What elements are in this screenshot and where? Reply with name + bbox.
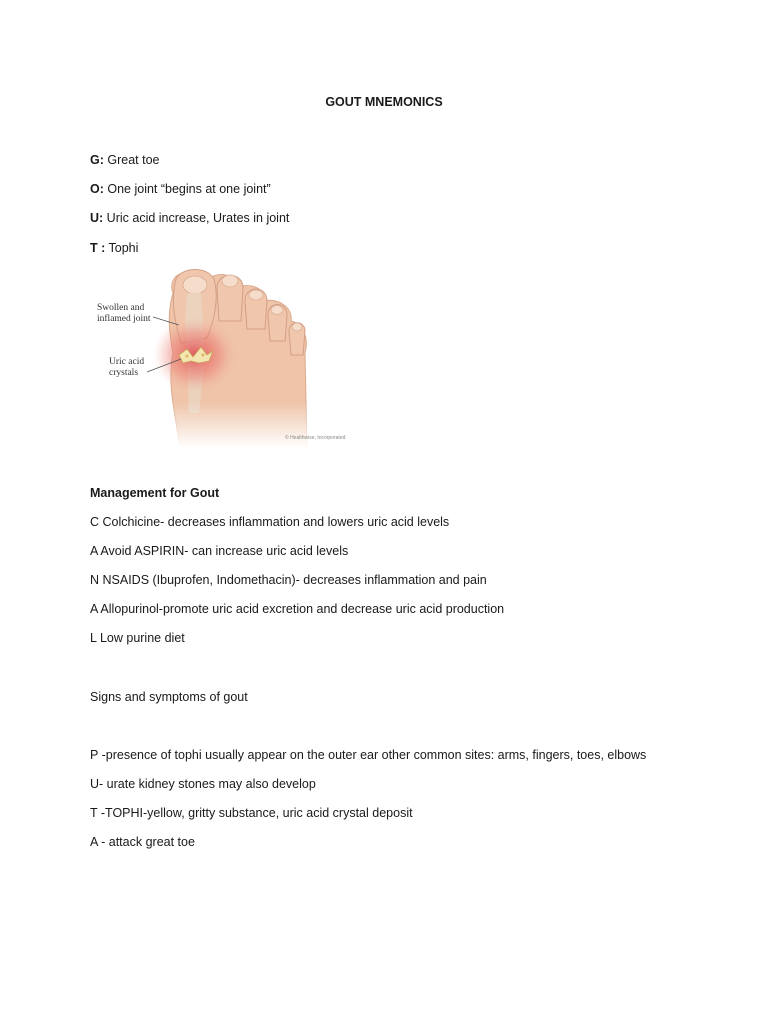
signs-item: U- urate kidney stones may also develop <box>90 777 316 791</box>
mnemonic-line-t <box>90 241 138 255</box>
mnemonic-text: Uric acid increase, Urates in joint <box>103 211 290 225</box>
mnemonic-line-u <box>90 211 289 225</box>
mnemonic-letter: G: <box>90 153 104 167</box>
mnemonic-letter: U: <box>90 211 104 225</box>
image-credit: © Healthwise, Incorporated <box>285 435 346 441</box>
page-title: GOUT MNEMONICS <box>325 95 443 109</box>
mnemonic-line-o <box>90 182 271 196</box>
signs-item: A - attack great toe <box>90 835 195 849</box>
management-item: A Allopurinol-promote uric acid excretion and decrease uric acid production <box>90 602 505 616</box>
mnemonic-letter: T : <box>90 241 106 255</box>
mnemonic-text: Tophi <box>105 241 139 255</box>
management-item: L Low purine diet <box>90 631 185 645</box>
mnemonic-letter: O: <box>90 182 104 196</box>
label-swollen-joint: Swollen and inflamed joint <box>97 303 151 324</box>
signs-item: P -presence of tophi usually appear on the outer ear other common sites: arms, fingers, toes, elbows <box>90 748 647 762</box>
signs-heading: Signs and symptoms of gout <box>90 690 248 704</box>
mnemonic-text: Great toe <box>103 153 160 167</box>
management-item: A Avoid ASPIRIN- can increase uric acid levels <box>90 544 349 558</box>
management-item: C Colchicine- decreases inflammation and lowers uric acid levels <box>90 515 450 529</box>
gout-foot-illustration <box>95 263 360 448</box>
management-heading: Management for Gout <box>90 486 220 500</box>
mnemonic-text: One joint “begins at one joint” <box>103 182 271 196</box>
signs-item: T -TOPHI-yellow, gritty substance, uric acid crystal deposit <box>90 806 413 820</box>
management-item: N NSAIDS (Ibuprofen, Indomethacin)- decreases inflammation and pain <box>90 573 487 587</box>
label-uric-crystals: Uric acid crystals <box>109 357 145 378</box>
mnemonic-line-g <box>90 153 159 167</box>
